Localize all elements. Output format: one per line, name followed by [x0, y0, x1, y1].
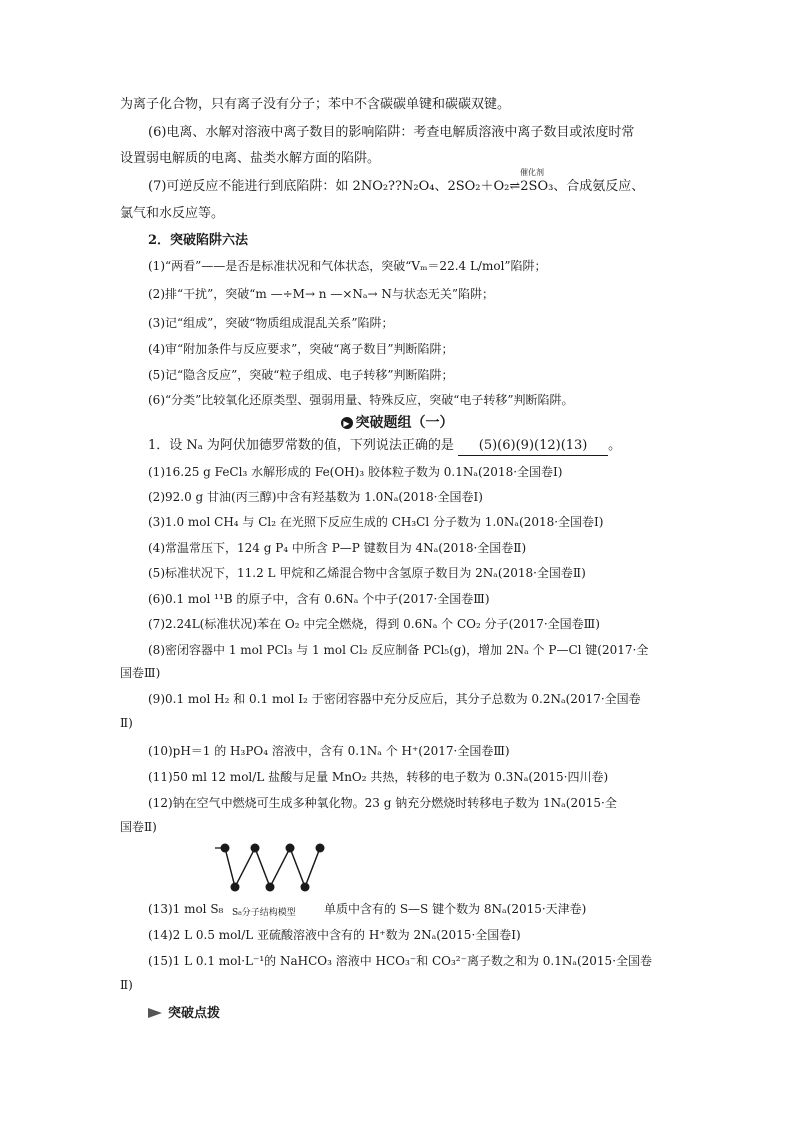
play-icon: ▶ [341, 417, 353, 429]
question-stem: 1．设 Nₐ 为阿伏加德罗常数的值，下列说法正确的是 (5)(6)(9)(12)(13) 。 [148, 437, 621, 456]
text-line: 为离子化合物，只有离子没有分子；苯中不含碳碳单键和碳碳双键。 [120, 97, 511, 112]
list-item: (8)密闭容器中 1 mol PCl₃ 与 1 mol Cl₂ 反应制备 PCl₅(g)，增加 2Nₐ 个 P—Cl 键(2017·全 [148, 643, 649, 657]
list-item: (6)0.1 mol ¹¹B 的原子中，含有 0.6Nₐ 个中子(2017·全国卷Ⅲ) [148, 592, 490, 606]
arrow-icon [148, 1008, 162, 1018]
section-heading: 2．突破陷阱六法 [148, 233, 249, 248]
list-item: (9)0.1 mol H₂ 和 0.1 mol I₂ 于密闭容器中充分反应后，其分子总数为 0.2Nₐ(2017·全国卷 [148, 692, 641, 706]
text-line: 设置弱电解质的电离、盐类水解方面的陷阱。 [120, 151, 381, 166]
list-item: (11)50 ml 12 mol/L 盐酸与足量 MnO₂ 共热，转移的电子数为 0.3Nₐ(2015·四川卷) [148, 770, 609, 784]
s8-structure-diagram [215, 840, 330, 895]
catalyst-label: 催化剂 [520, 168, 544, 177]
list-item: (13)1 mol S₈ [148, 902, 224, 916]
list-item: (1)16.25 g FeCl₃ 水解形成的 Fe(OH)₃ 胶体粒子数为 0.1Nₐ(2018·全国卷Ⅰ) [148, 465, 563, 479]
answer-blank: (5)(6)(9)(12)(13) [458, 437, 608, 456]
text-line: (6)电离、水解对溶液中离子数目的影响陷阱：考查电解质溶液中离子数目或浓度时常 [148, 125, 635, 140]
list-item: (14)2 L 0.5 mol/L 亚硫酸溶液中含有的 H⁺数为 2Nₐ(2015·全国卷Ⅰ) [148, 928, 521, 942]
list-item: Ⅱ) [120, 716, 133, 730]
footer-heading: 突破点拨 [148, 1002, 220, 1021]
method-line: (2)排“干扰”，突破“m —÷M→ n —×Nₐ→ N与状态无关”陷阱； [148, 287, 495, 301]
list-item: (12)钠在空气中燃烧可生成多种氧化物。23 g 钠充分燃烧时转移电子数为 1Nₐ(2015·全 [148, 796, 617, 810]
method-line: (4)审“附加条件与反应要求”，突破“离子数目”判断陷阱； [148, 342, 454, 356]
diagram-label: S₈分子结构模型 [232, 908, 296, 918]
list-item: (5)标准状况下，11.2 L 甲烷和乙烯混合物中含氢原子数目为 2Nₐ(2018·全国卷Ⅱ) [148, 566, 586, 580]
list-item: 国卷Ⅱ) [120, 820, 157, 834]
list-item: Ⅱ) [120, 978, 133, 992]
list-item: (15)1 L 0.1 mol·L⁻¹的 NaHCO₃ 溶液中 HCO₃⁻和 CO₃²⁻离子数之和为 0.1Nₐ(2015·全国卷 [148, 954, 653, 968]
method-line: (1)“两看”——是否是标准状况和气体状态，突破“Vₘ＝22.4 L/mol”陷阱； [148, 259, 547, 273]
list-item: 国卷Ⅲ) [120, 666, 161, 680]
list-item: 单质中含有的 S—S 键个数为 8Nₐ(2015·天津卷) [324, 902, 587, 916]
list-item: (10)pH＝1 的 H₃PO₄ 溶液中，含有 0.1Nₐ 个 H⁺(2017·全国卷Ⅲ) [148, 744, 510, 758]
list-item: (7)2.24L(标准状况)苯在 O₂ 中完全燃烧，得到 0.6Nₐ 个 CO₂ 分子(2017·全国卷Ⅲ) [148, 617, 600, 631]
method-line: (5)记“隐含反应”，突破“粒子组成、电子转移”判断陷阱； [148, 368, 454, 382]
method-line: (3)记“组成”，突破“物质组成混乱关系”陷阱； [148, 316, 394, 330]
list-item: (2)92.0 g 甘油(丙三醇)中含有羟基数为 1.0Nₐ(2018·全国卷Ⅰ) [148, 490, 483, 504]
list-item: (4)常温常压下，124 g P₄ 中所含 P—P 键数目为 4Nₐ(2018·全国卷Ⅱ) [148, 541, 527, 555]
section-title: ▶ 突破题组（一） [0, 412, 794, 432]
method-line: (6)“分类”比较氧化还原类型、强弱用量、特殊反应，突破“电子转移”判断陷阱。 [148, 393, 574, 407]
list-item: (3)1.0 mol CH₄ 与 Cl₂ 在光照下反应生成的 CH₃Cl 分子数为 1.0Nₐ(2018·全国卷Ⅰ) [148, 515, 604, 529]
text-line: 氯气和水反应等。 [120, 206, 225, 221]
text-line: (7)可逆反应不能进行到底陷阱：如 2NO₂??N₂O₄、2SO₂＋O₂⇌2SO₃、合成氨反应、 [148, 179, 645, 194]
